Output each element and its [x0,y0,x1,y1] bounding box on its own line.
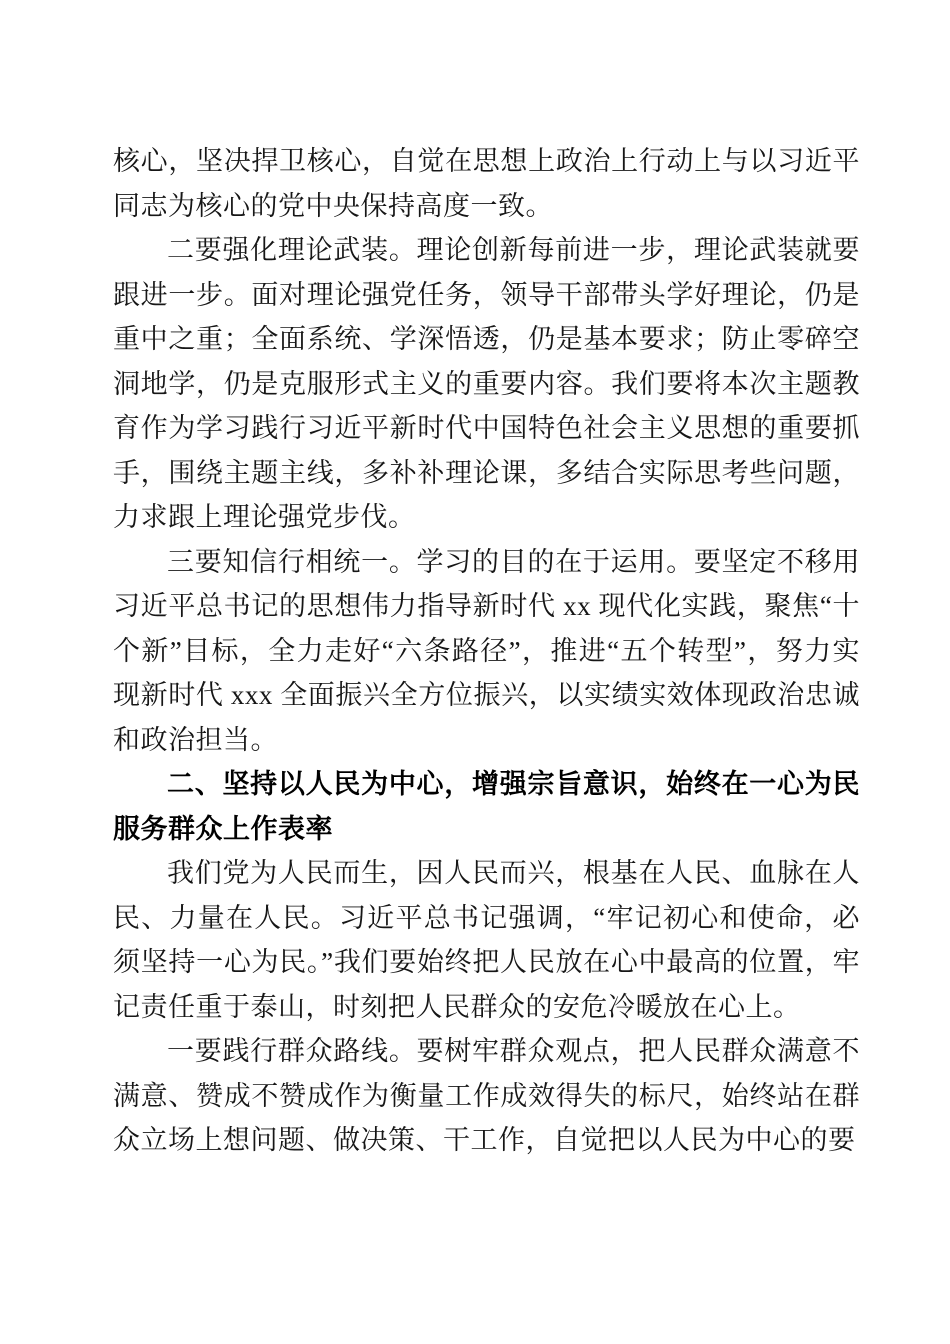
paragraph-party-for-people: 我们党为人民而生，因人民而兴，根基在人民、血脉在人民、力量在人民。习近平总书记强调，“牢记初心和使命，必须坚持一心为民。”我们要始终把人民放在心中最高的位置，牢记责任重于泰山，时刻把人民群众的安危冷暖放在心上。 [113,858,860,1022]
paragraph-mass-line: 一要践行群众路线。要树牢群众观点，把人民群众满意不满意、赞成不赞成作为衡量工作成效得失的标尺，始终站在群众立场上想问题、做决策、干工作，自觉把以人民为中心的要 [113,1036,860,1155]
document-text-block [113,139,860,1163]
paragraph-core-loyalty-continuation: 核心，坚决捍卫核心，自觉在思想上政治上行动上与以习近平同志为核心的党中央保持高度一致。 [113,146,860,221]
paragraph-knowledge-belief-action: 三要知信行相统一。学习的目的在于运用。要坚定不移用习近平总书记的思想伟力指导新时代 xx 现代化实践，聚焦“十个新”目标，全力走好“六条路径”，推进“五个转型”，努力实现新时代 xxx 全面振兴全方位振兴，以实绩实效体现政治忠诚和政治担当。 [113,546,860,755]
section-heading-people-centered: 二、坚持以人民为中心，增强宗旨意识，始终在一心为民服务群众上作表率 [113,769,860,844]
paragraph-theory-armament: 二要强化理论武装。理论创新每前进一步，理论武装就要跟进一步。面对理论强党任务，领导干部带头学好理论，仍是重中之重；全面系统、学深悟透，仍是基本要求；防止零碎空洞地学，仍是克服形式主义的重要内容。我们要将本次主题教育作为学习践行习近平新时代中国特色社会主义思想的重要抓手，围绕主题主线，多补补理论课，多结合实际思考些问题，力求跟上理论强党步伐。 [113,235,860,532]
